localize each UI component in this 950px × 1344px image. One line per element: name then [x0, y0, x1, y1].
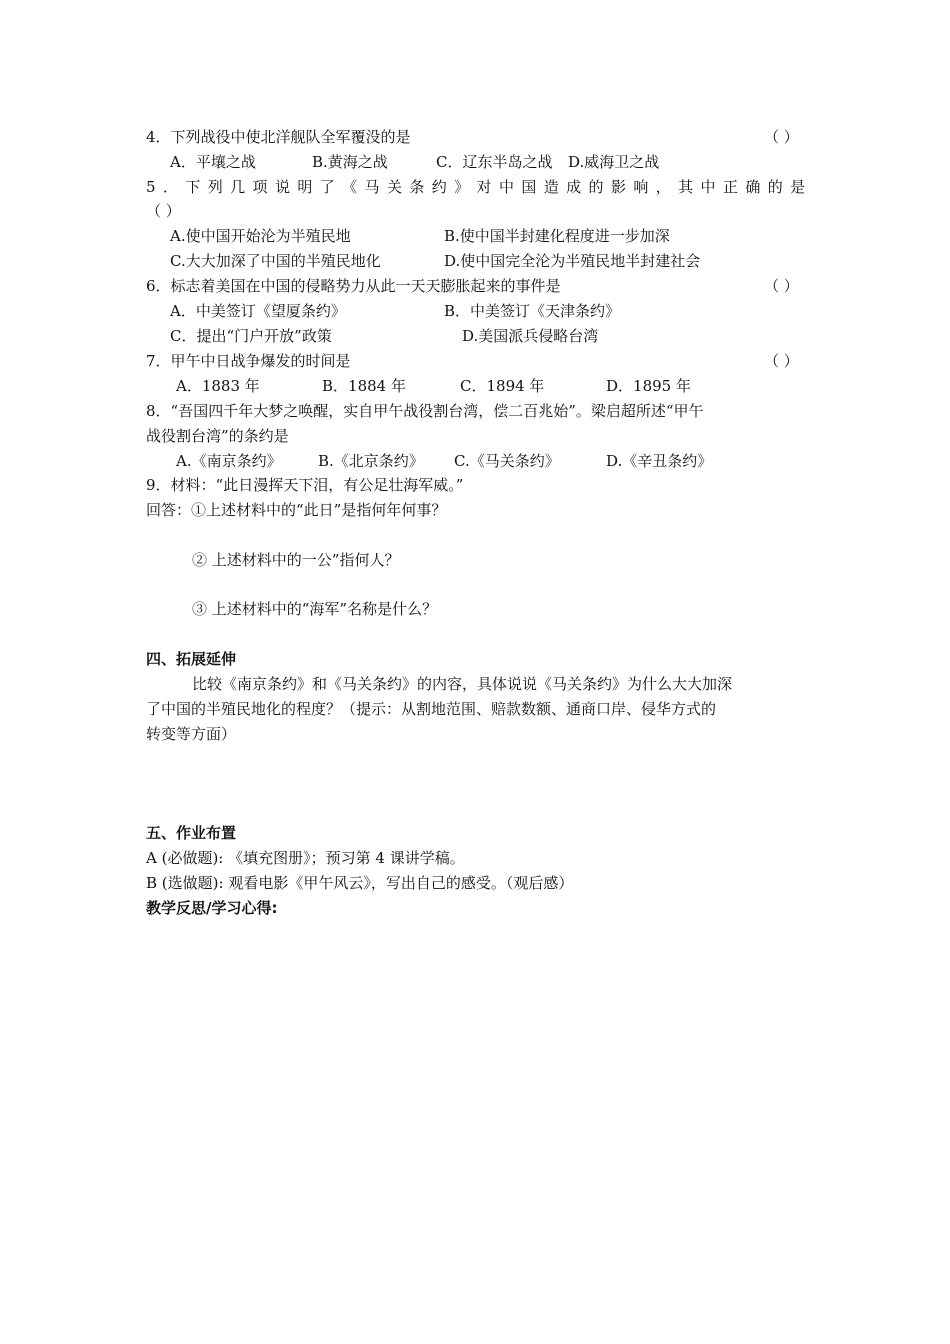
q4-answer-bracket: （ ） — [764, 128, 799, 146]
q5-option-b: B.使中国半封建化程度进一步加深 — [444, 227, 670, 245]
q5-option-c: C.大大加深了中国的半殖民地化 — [170, 252, 381, 270]
q6-option-d: D.美国派兵侵略台湾 — [462, 327, 599, 345]
q7-answer-bracket: （ ） — [764, 352, 799, 370]
q7-option-d: D．1895 年 — [606, 377, 691, 395]
q8-option-a: A.《南京条约》 — [176, 452, 282, 470]
q8-option-b: B.《北京条约》 — [318, 452, 424, 470]
q4-option-c: C．辽东半岛之战 — [436, 153, 553, 171]
q6-answer-bracket: （ ） — [764, 277, 799, 295]
q5-option-d: D.使中国完全沦为半殖民地半封建社会 — [444, 252, 701, 270]
section-heading-homework: 五、作业布置 — [146, 824, 237, 842]
q6-stem: 6．标志着美国在中国的侵略势力从此一天天膨胀起来的事件是 — [146, 277, 561, 295]
reflection-label: 教学反思/学习心得: — [146, 899, 278, 917]
q7-option-b: B．1884 年 — [322, 377, 406, 395]
q8-stem-line1: 8．“吾国四千年大梦之唤醒，实自甲午战役割台湾，偿二百兆始”。梁启超所述“甲午 — [146, 402, 704, 420]
q8-option-d: D.《辛丑条约》 — [606, 452, 713, 470]
q5-answer-bracket: （ ） — [146, 202, 181, 220]
q6-option-c: C．提出“门户开放”政策 — [170, 327, 332, 345]
q4-option-d: D.威海卫之战 — [568, 153, 660, 171]
q4-option-a: A．平壤之战 — [170, 153, 256, 171]
q9-answer-3: ③ 上述材料中的“海军”名称是什么？ — [192, 600, 438, 618]
extension-paragraph-line1: 比较《南京条约》和《马关条约》的内容，具体说说《马关条约》为什么大大加深 — [192, 675, 733, 693]
q9-material: 9．材料：“此日漫挥天下泪，有公足壮海军威。” — [146, 476, 464, 494]
extension-paragraph-line3: 转变等方面） — [146, 725, 237, 743]
q4-stem: 4．下列战役中使北洋舰队全军覆没的是 — [146, 128, 411, 146]
q5-option-a: A.使中国开始沦为半殖民地 — [170, 227, 351, 245]
q9-answer-1: 回答：①上述材料中的“此日”是指何年何事？ — [146, 501, 447, 519]
extension-paragraph-line2: 了中国的半殖民地化的程度？（提示：从割地范围、赔款数额、通商口岸、侵华方式的 — [146, 700, 717, 718]
homework-item-a: A (必做题): 《填充图册》；预习第 4 课讲学稿。 — [146, 849, 465, 867]
q9-answer-2: ② 上述材料中的一公”指何人？ — [192, 551, 400, 569]
q8-stem-line2: 战役割台湾”的条约是 — [146, 427, 289, 445]
q4-option-b: B.黄海之战 — [312, 153, 388, 171]
q6-option-a: A．中美签订《望厦条约》 — [170, 302, 346, 320]
q7-option-c: C．1894 年 — [460, 377, 545, 395]
section-heading-extension: 四、拓展延伸 — [146, 650, 237, 668]
q7-option-a: A．1883 年 — [176, 377, 260, 395]
q6-option-b: B．中美签订《天津条约》 — [444, 302, 621, 320]
q5-stem: 5．下列几项说明了《马关条约》对中国造成的影响，其中正确的是 — [146, 178, 813, 196]
homework-item-b: B (选做题): 观看电影《甲午风云》，写出自己的感受。（观后感） — [146, 874, 574, 892]
q8-option-c: C.《马关条约》 — [454, 452, 560, 470]
q7-stem: 7．甲午中日战争爆发的时间是 — [146, 352, 351, 370]
